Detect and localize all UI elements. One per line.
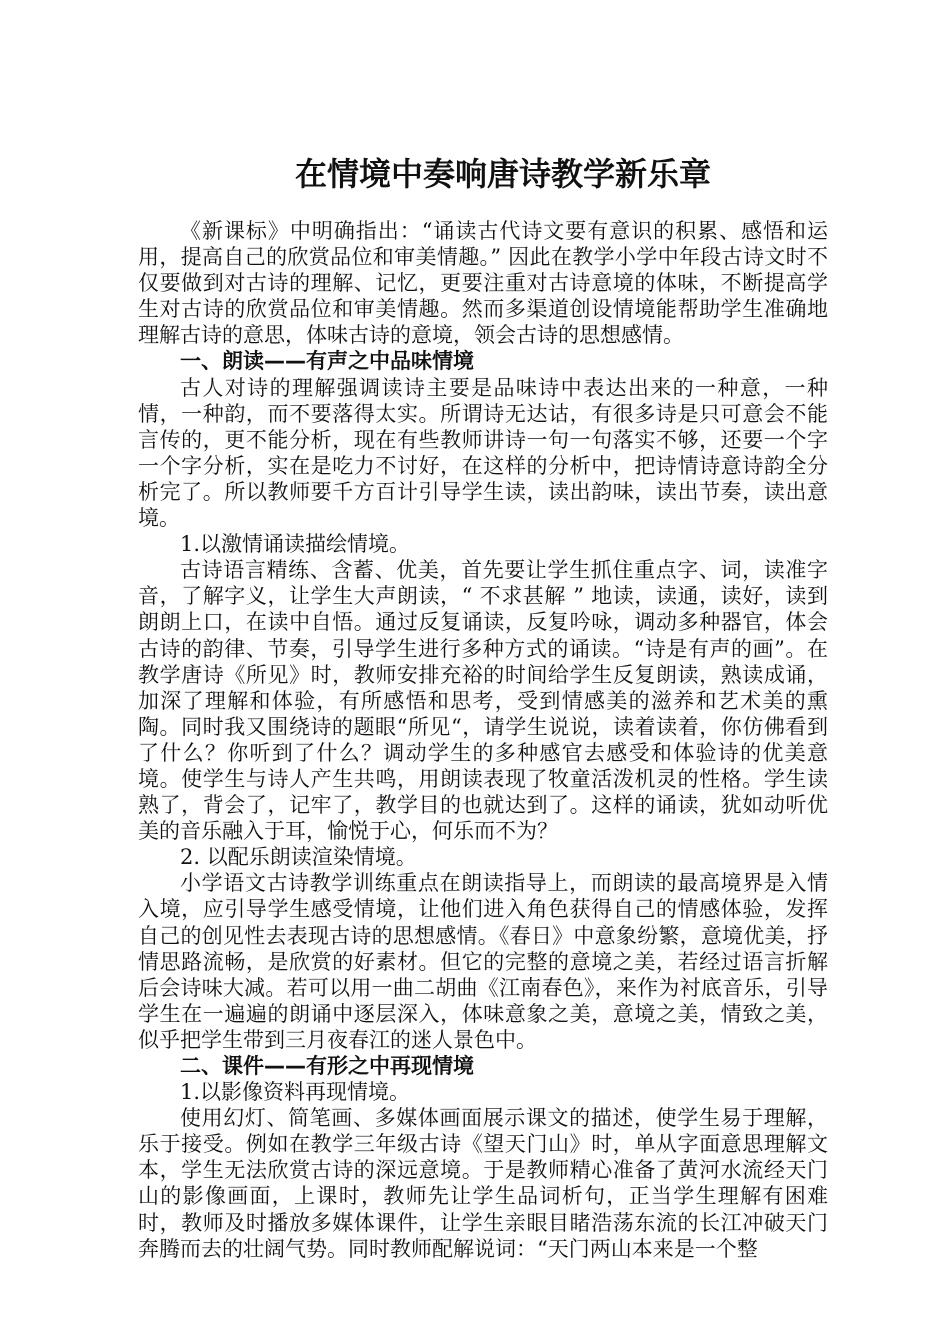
paragraph-1-1: 古诗语言精练、含蓄、优美，首先要让学生抓住重点字、词，读准字音，了解字义，让学生大声朗读，“ 不求甚解 ” 地读，读通，读好，读到朗朗上口，在读中自悟。通过反复诵读，反复吟咏，调动多种器官，体会古诗的韵律、节奏，引导学生进行多种方式的诵读。“诗是有声的画”。在教学唐诗《所见》时，教师安排充裕的时间给学生反复朗读，熟读成诵，加深了理解和体验，有所感悟和思考，受到情感美的滋养和艺术美的熏陶。同时我又围绕诗的题眼“所见“，请学生说说，读着读着，你仿佛看到了什么？你听到了什么？调动学生的多种感官去感受和体验诗的优美意境。使学生与诗人产生共鸣，用朗读表现了牧童活泼机灵的性格。学生读熟了，背会了，记牢了，教学目的也就达到了。这样的诵读，犹如动听优美的音乐融入于耳，愉悦于心，何乐而不为？ (138, 558, 828, 844)
paragraph-intro: 《新课标》中明确指出：“诵读古代诗文要有意识的积累、感悟和运用，提高自己的欣赏品位和审美情趣。” 因此在教学小学中年段古诗文时不仅要做到对古诗的理解、记忆，更要注重对古诗意境的体味，不断提高学生对古诗的欣赏品位和审美情趣。然而多渠道创设情境能帮助学生准确地理解古诗的意思，体味古诗的意境，领会古诗的思想感情。 (138, 219, 828, 348)
paragraph-1-2: 小学语文古诗教学训练重点在朗读指导上，而朗读的最高境界是入情入境，应引导学生感受情境，让他们进入角色获得自己的情感体验，发挥自己的创见性去表现古诗的思想感情。《春日》中意象纷繁，意境优美，抒情思路流畅，是欣赏的好素材。但它的完整的意境之美，若经过语言折解后会诗味大减。若可以用一曲二胡曲《江南春色》，来作为衬底音乐，引导学生在一遍遍的朗诵中逐层深入，体味意象之美，意境之美，情致之美，似乎把学生带到三月夜春江的迷人景色中。 (138, 871, 828, 1052)
document-title: 在情境中奏响唐诗教学新乐章 (294, 155, 711, 193)
subheading-1-1: 1.以激情诵读描绘情境。 (180, 532, 411, 557)
section-heading-2: 二、课件——有形之中再现情境 (180, 1054, 474, 1078)
subheading-1-2: 2. 以配乐朗读渲染情境。 (180, 845, 417, 870)
document-page (138, 0, 828, 1262)
subheading-2-1: 1.以影像资料再现情境。 (180, 1080, 411, 1105)
document-body (138, 218, 828, 1262)
section-heading-1: 一、朗读——有声之中品味情境 (180, 349, 474, 374)
paragraph-section-1-intro: 古人对诗的理解强调读诗主要是品味诗中表达出来的一种意，一种情，一种韵，而不要落得太实。所谓诗无达诂，有很多诗是只可意会不能言传的，更不能分析，现在有些教师讲诗一句一句落实不够，还要一个字一个字分析，实在是吃力不讨好，在这样的分析中，把诗情诗意诗韵全分析完了。所以教师要千方百计引导学生读，读出韵味，读出节奏，读出意境。 (138, 375, 828, 531)
paragraph-2-1: 使用幻灯、简笔画、多媒体画面展示课文的描述，使学生易于理解，乐于接受。例如在教学三年级古诗《望天门山》时，单从字面意思理解文本，学生无法欣赏古诗的深远意境。于是教师精心准备了黄河水流经天门山的影像画面，上课时，教师先让学生品词析句，正当学生理解有困难时，教师及时播放多媒体课件，让学生亲眼目睹浩荡东流的长江冲破天门奔腾而去的壮阔气势。同时教师配解说词：“天门两山本来是一个整 (138, 1106, 828, 1261)
